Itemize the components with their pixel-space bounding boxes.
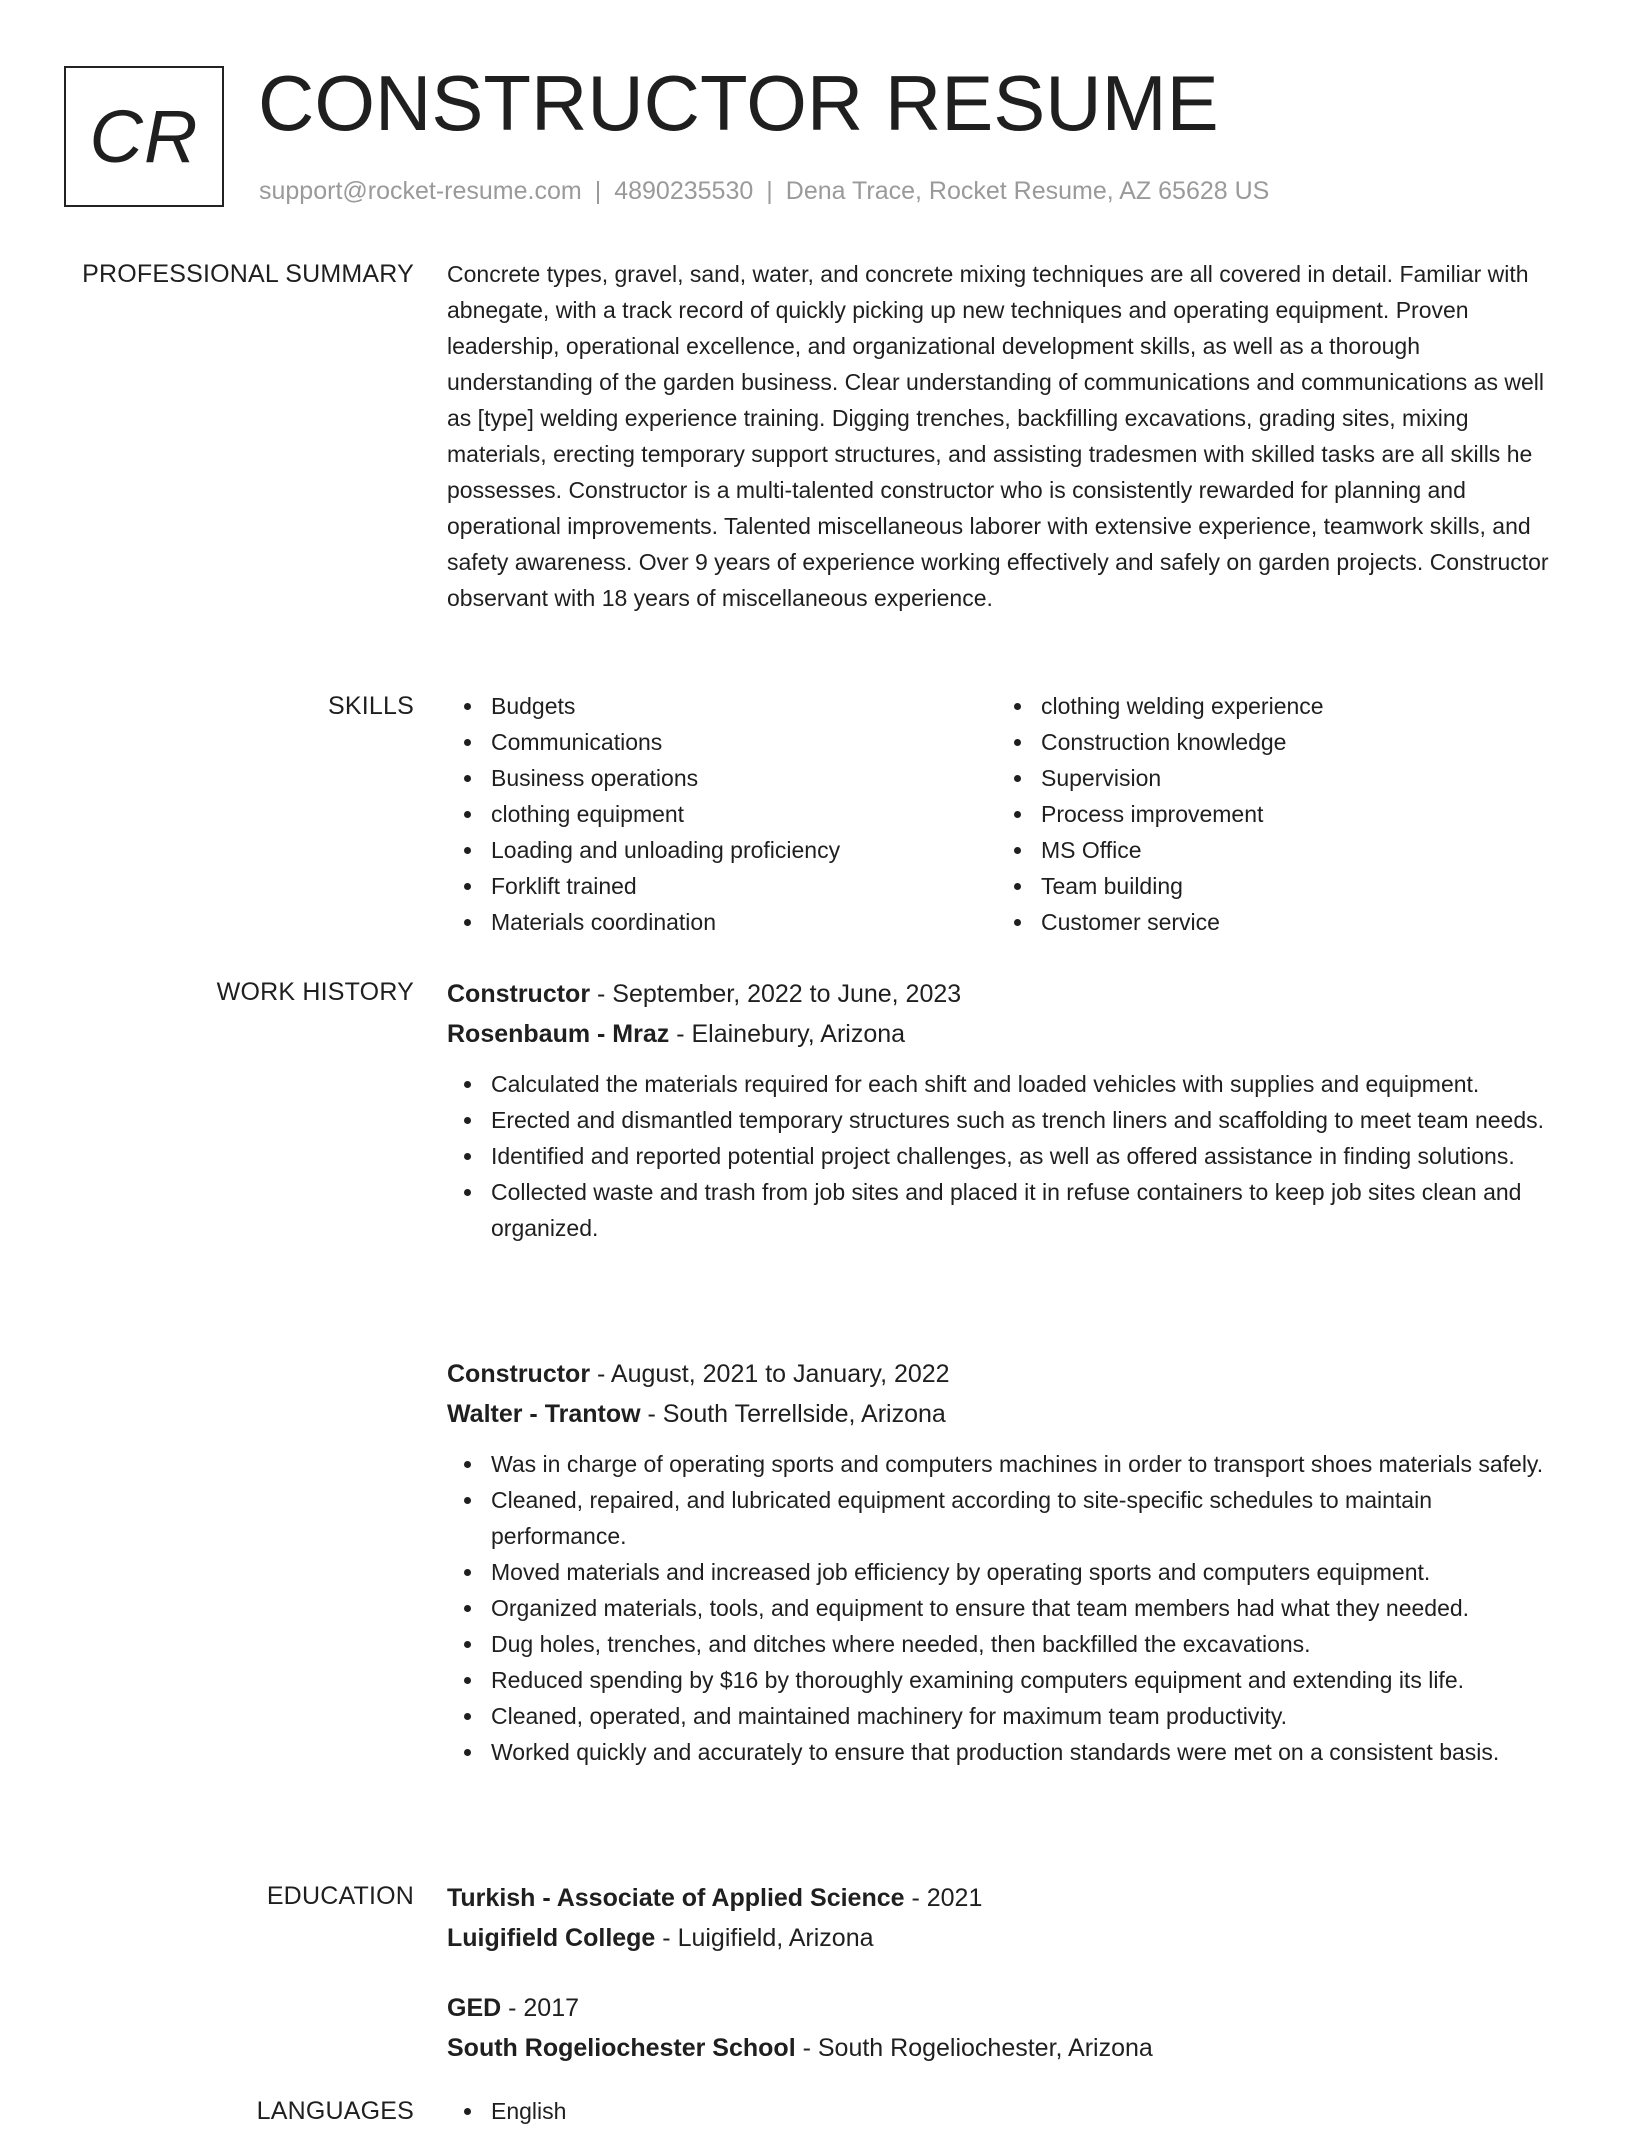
education-location: Luigifield, Arizona [677,1924,874,1952]
education-degree-line: GED - 2017 [447,1994,580,2022]
work-history-body [447,974,1567,1765]
job-bullet: Moved materials and increased job efficiency by operating sports and computers equipment. [491,1554,1567,1590]
job-title-line: Constructor - September, 2022 to June, 2023 [447,980,962,1008]
skill-item: Loading and unloading proficiency [491,832,997,868]
job-bullet: Worked quickly and accurately to ensure that production standards were met on a consistent basis. [491,1734,1567,1770]
skills-list-right [997,688,1547,940]
education-entry [447,1988,1153,2068]
contact-phone: 4890235530 [614,177,754,205]
skill-item: Materials coordination [491,904,997,940]
skill-item: Forklift trained [491,868,997,904]
job-bullet: Organized materials, tools, and equipment to ensure that team members had what they needed. [491,1590,1567,1626]
job-title: Constructor [447,1360,591,1388]
job-company: Walter - Trantow [447,1400,641,1428]
job-dates: August, 2021 to January, 2022 [610,1360,950,1388]
skills-list-left [447,688,997,940]
languages-body [447,2093,1567,2129]
education-school-line: Luigifield College - Luigifield, Arizona [447,1924,874,1952]
job-bullet: Collected waste and trash from job sites and placed it in refuse containers to keep job sites clean and organized. [491,1174,1567,1246]
education-entry [447,1878,1567,1958]
job-title-line: Constructor - August, 2021 to January, 2022 [447,1360,950,1388]
section-label-skills: SKILLS [328,692,414,720]
skills-body [447,688,1567,940]
skill-item: Process improvement [1041,796,1547,832]
education-location: South Rogeliochester, Arizona [817,2034,1153,2062]
job-dates: September, 2022 to June, 2023 [612,980,962,1008]
contact-line [259,174,1269,208]
skill-item: Budgets [491,688,997,724]
education-school: Luigifield College [447,1924,656,1952]
skills-column-right [997,688,1547,940]
job-bullet: Calculated the materials required for each shift and loaded vehicles with supplies and equipment. [491,1066,1567,1102]
resume-title: CONSTRUCTOR RESUME [258,59,1219,147]
education-degree: GED [447,1994,502,2022]
job-bullet: Erected and dismantled temporary structures such as trench liners and scaffolding to meet team needs. [491,1102,1567,1138]
job-entry [447,1354,1567,1770]
skill-item: Supervision [1041,760,1547,796]
contact-separator: | [766,177,773,205]
education-school: South Rogeliochester School [447,2034,796,2062]
education-year: 2021 [926,1884,983,1912]
job-company-line: Rosenbaum - Mraz - Elainebury, Arizona [447,1020,906,1048]
education-school-line: South Rogeliochester School - South Rogeliochester, Arizona [447,2034,1153,2062]
education-degree: Turkish - Associate of Applied Science [447,1884,905,1912]
contact-separator: | [594,177,602,205]
summary-body [447,256,1567,616]
job-bullet-list [447,1446,1567,1770]
section-label-summary: PROFESSIONAL SUMMARY [82,260,414,288]
job-bullet: Was in charge of operating sports and computers machines in order to transport shoes materials safely. [491,1446,1567,1482]
job-company: Rosenbaum - Mraz [447,1020,670,1048]
job-entry [447,974,1567,1246]
job-location: Elainebury, Arizona [691,1020,906,1048]
job-bullet: Cleaned, operated, and maintained machinery for maximum team productivity. [491,1698,1567,1734]
skill-item: Customer service [1041,904,1547,940]
job-bullet: Identified and reported potential project challenges, as well as offered assistance in finding solutions. [491,1138,1567,1174]
skill-item: Communications [491,724,997,760]
contact-address: Dena Trace, Rocket Resume, AZ 65628 US [785,177,1270,205]
job-bullet: Cleaned, repaired, and lubricated equipment according to site-specific schedules to maintain performance. [491,1482,1567,1554]
monogram: CR [89,95,199,178]
monogram-box [64,66,224,207]
job-bullet: Reduced spending by $16 by thoroughly examining computers equipment and extending its life. [491,1662,1567,1698]
languages-list [447,2093,1567,2129]
skill-item: Construction knowledge [1041,724,1547,760]
job-bullet: Dug holes, trenches, and ditches where needed, then backfilled the excavations. [491,1626,1567,1662]
section-label-education: EDUCATION [266,1882,414,1910]
section-label-languages: LANGUAGES [256,2097,414,2125]
skill-item: clothing welding experience [1041,688,1547,724]
education-year: 2017 [523,1994,580,2022]
job-company-line: Walter - Trantow - South Terrellside, Arizona [447,1400,946,1428]
job-bullet-list [447,1066,1567,1246]
skill-item: MS Office [1041,832,1547,868]
job-title: Constructor [447,980,591,1008]
contact-email: support@rocket-resume.com [259,177,582,205]
skills-column-left [447,688,997,940]
job-location: South Terrellside, Arizona [662,1400,946,1428]
skill-item: clothing equipment [491,796,997,832]
skill-item: Business operations [491,760,997,796]
section-label-work-history: WORK HISTORY [216,978,414,1006]
summary-text: Concrete types, gravel, sand, water, and concrete mixing techniques are all covered in detail. Familiar with abnegate, with a track record of quickly picking up new techniques and operating equipment. Proven leadership, operational excellence, and organizational development skills, as well as a thorough understanding of the garden business. Clear understanding of communications and communications as well as [type] welding experience training. Digging trenches, backfilling excavations, grading sites, mixing materials, erecting temporary support structures, and assisting tradesmen with skilled tasks are all skills he possesses. Constructor is a multi-talented constructor who is consistently rewarded for planning and operational improvements. Talented miscellaneous laborer with extensive experience, teamwork skills, and safety awareness. Over 9 years of experience working effectively and safely on garden projects. Constructor observant with 18 years of miscellaneous experience. [447,261,1549,611]
education-degree-line: Turkish - Associate of Applied Science - 2021 [447,1884,983,1912]
skill-item: Team building [1041,868,1547,904]
education-body [447,1878,1567,2062]
language-item: English [491,2093,1567,2129]
